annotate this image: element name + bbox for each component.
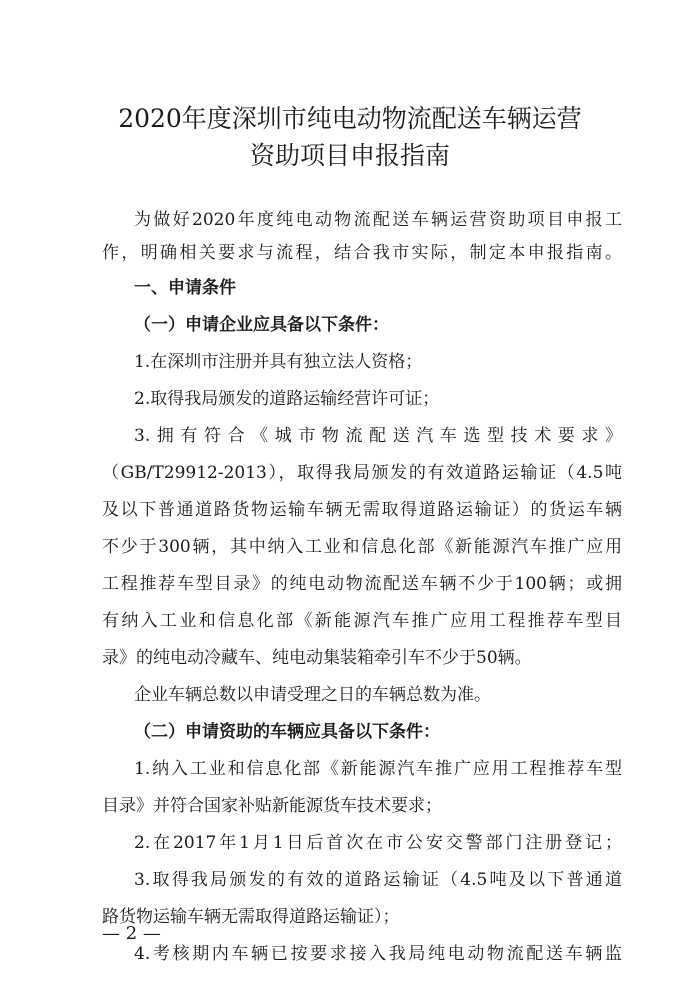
list-item: 3.取得我局颁发的有效的道路运输证（4.5吨及以下普通道 [134,870,622,890]
list-item: 4.考核期内车辆已按要求接入我局纯电动物流配送车辆监 [134,944,622,964]
subsection-heading: （一）申请企业应具备以下条件： [134,315,389,335]
paragraph-line: 有纳入工业和信息化部《新能源汽车推广应用工程推荐车型目 [102,611,622,631]
list-item: 1.纳入工业和信息化部《新能源汽车推广应用工程推荐车型 [134,759,622,779]
paragraph-line: 路货物运输车辆无需取得道路运输证）； [102,907,400,927]
paragraph-line: 不少于300辆，其中纳入工业和信息化部《新能源汽车推广应用 [102,537,622,557]
intro-paragraph-line: 作，明确相关要求与流程，结合我市实际，制定本申报指南。 [102,243,622,263]
list-item: 2.取得我局颁发的道路运输经营许可证； [134,389,440,409]
list-item: 3.拥有符合《城市物流配送汽车选型技术要求》 [134,426,622,446]
paragraph-line: 企业车辆总数以申请受理之日的车辆总数为准。 [134,685,491,705]
paragraph-line: （GB/T29912-2013），取得我局颁发的有效道路运输证（4.5吨 [102,463,622,483]
paragraph-line: 目录》并符合国家补贴新能源货车技术要求； [102,796,442,816]
paragraph-line: 录》的纯电动冷藏车、纯电动集装箱牵引车不少于50辆。 [102,648,532,668]
list-item: 1.在深圳市注册并具有独立法人资格； [134,352,423,372]
list-item: 2.在2017年1月1日后首次在市公安交警部门注册登记； [134,833,622,853]
section-heading: 一、申请条件 [134,278,236,298]
subsection-heading: （二）申请资助的车辆应具备以下条件： [134,722,440,742]
paragraph-line: 工程推荐车型目录》的纯电动物流配送车辆不少于100辆；或拥 [102,574,622,594]
intro-paragraph-line: 为做好2020年度纯电动物流配送车辆运营资助项目申报工 [134,210,622,230]
document-title-line-1: 2020年度深圳市纯电动物流配送车辆运营 [118,104,582,133]
paragraph-line: 及以下普通道路货物运输车辆无需取得道路运输证）的货运车辆 [102,500,622,520]
page-number: — 2 — [102,923,161,944]
document-title-line-2: 资助项目申报指南 [249,141,450,170]
